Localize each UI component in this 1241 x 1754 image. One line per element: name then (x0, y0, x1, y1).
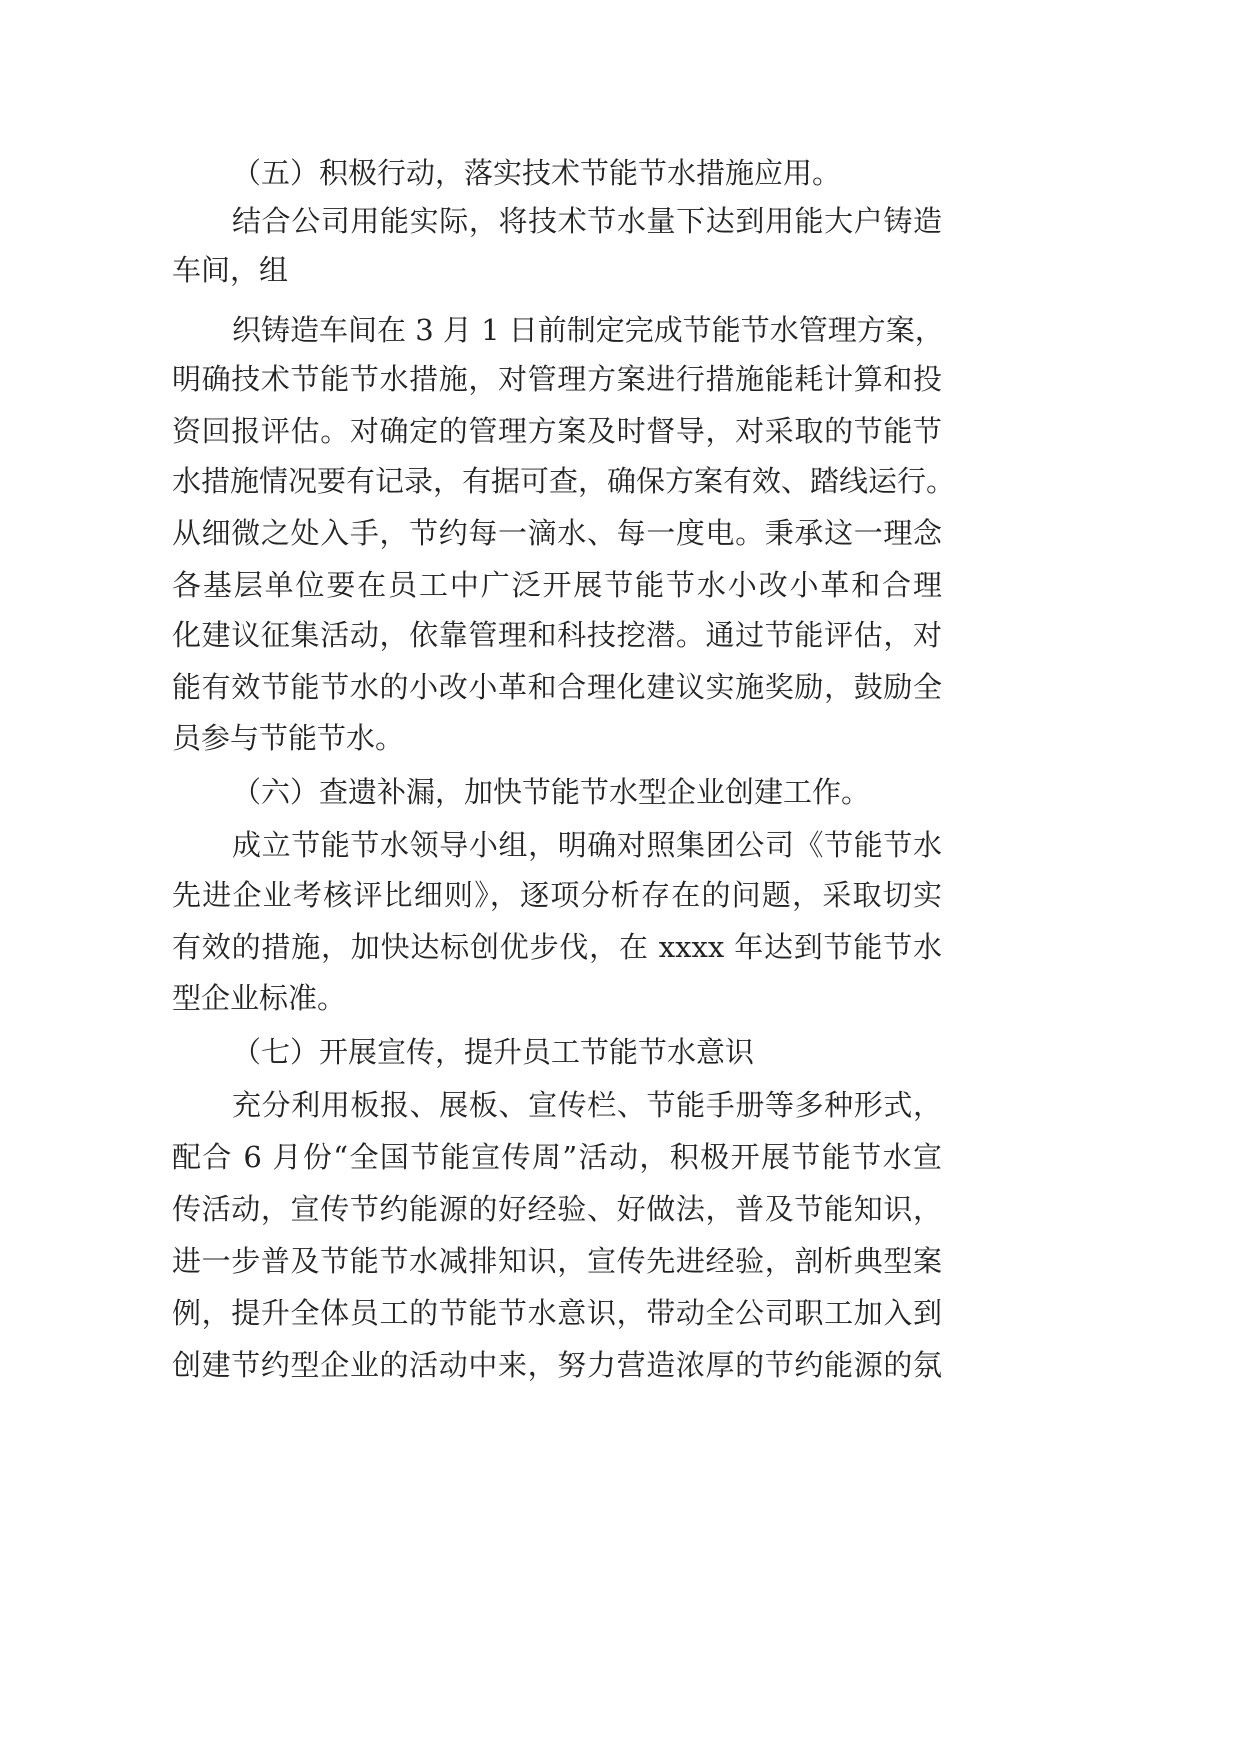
paragraph-line: 员参与节能节水。 (172, 721, 405, 755)
paragraph-line: 充分利用板报、展板、宣传栏、节能手册等多种形式， (232, 1088, 942, 1122)
heading-section-7: （七）开展宣传，提升员工节能节水意识 (232, 1035, 755, 1069)
heading-section-5: （五）积极行动，落实技术节能节水措施应用。 (232, 156, 842, 190)
paragraph-line: 水措施情况要有记录，有据可查，确保方案有效、踏线运行。 (172, 464, 956, 498)
paragraph-line: 型企业标准。 (172, 981, 347, 1015)
paragraph-line: 各基层单位要在员工中广泛开展节能节水小改小革和合理 (172, 568, 942, 602)
heading-section-6: （六）查遗补漏，加快节能节水型企业创建工作。 (232, 775, 871, 809)
paragraph-line: 资回报评估。对确定的管理方案及时督导，对采取的节能节 (172, 414, 942, 448)
paragraph-line: 化建议征集活动，依靠管理和科技挖潜。通过节能评估，对 (172, 618, 942, 652)
paragraph-line: 例，提升全体员工的节能节水意识，带动全公司职工加入到 (172, 1296, 942, 1330)
paragraph-line: 有效的措施，加快达标创优步伐，在 xxxx 年达到节能节水 (172, 930, 942, 964)
paragraph-line: 成立节能节水领导小组，明确对照集团公司《节能节水 (232, 828, 942, 862)
paragraph-line: 织铸造车间在 3 月 1 日前制定完成节能节水管理方案， (232, 313, 944, 347)
paragraph-line: 传活动，宣传节约能源的好经验、好做法，普及节能知识， (172, 1192, 942, 1226)
paragraph-line: 从细微之处入手，节约每一滴水、每一度电。秉承这一理念 (172, 516, 942, 550)
paragraph-line: 先进企业考核评比细则》，逐项分析存在的问题，采取切实 (172, 878, 942, 912)
paragraph-line: 创建节约型企业的活动中来，努力营造浓厚的节约能源的氛 (172, 1348, 942, 1382)
paragraph-line: 配合 6 月份“全国节能宣传周”活动，积极开展节能节水宣 (172, 1140, 942, 1174)
paragraph-line: 结合公司用能实际，将技术节水量下达到用能大户铸造 (232, 204, 942, 238)
paragraph-line: 能有效节能节水的小改小革和合理化建议实施奖励，鼓励全 (172, 670, 942, 704)
paragraph-line: 明确技术节能节水措施，对管理方案进行措施能耗计算和投 (172, 362, 942, 396)
paragraph-line: 车间，组 (172, 253, 289, 287)
paragraph-line: 进一步普及节能节水减排知识，宣传先进经验，剖析典型案 (172, 1244, 942, 1278)
